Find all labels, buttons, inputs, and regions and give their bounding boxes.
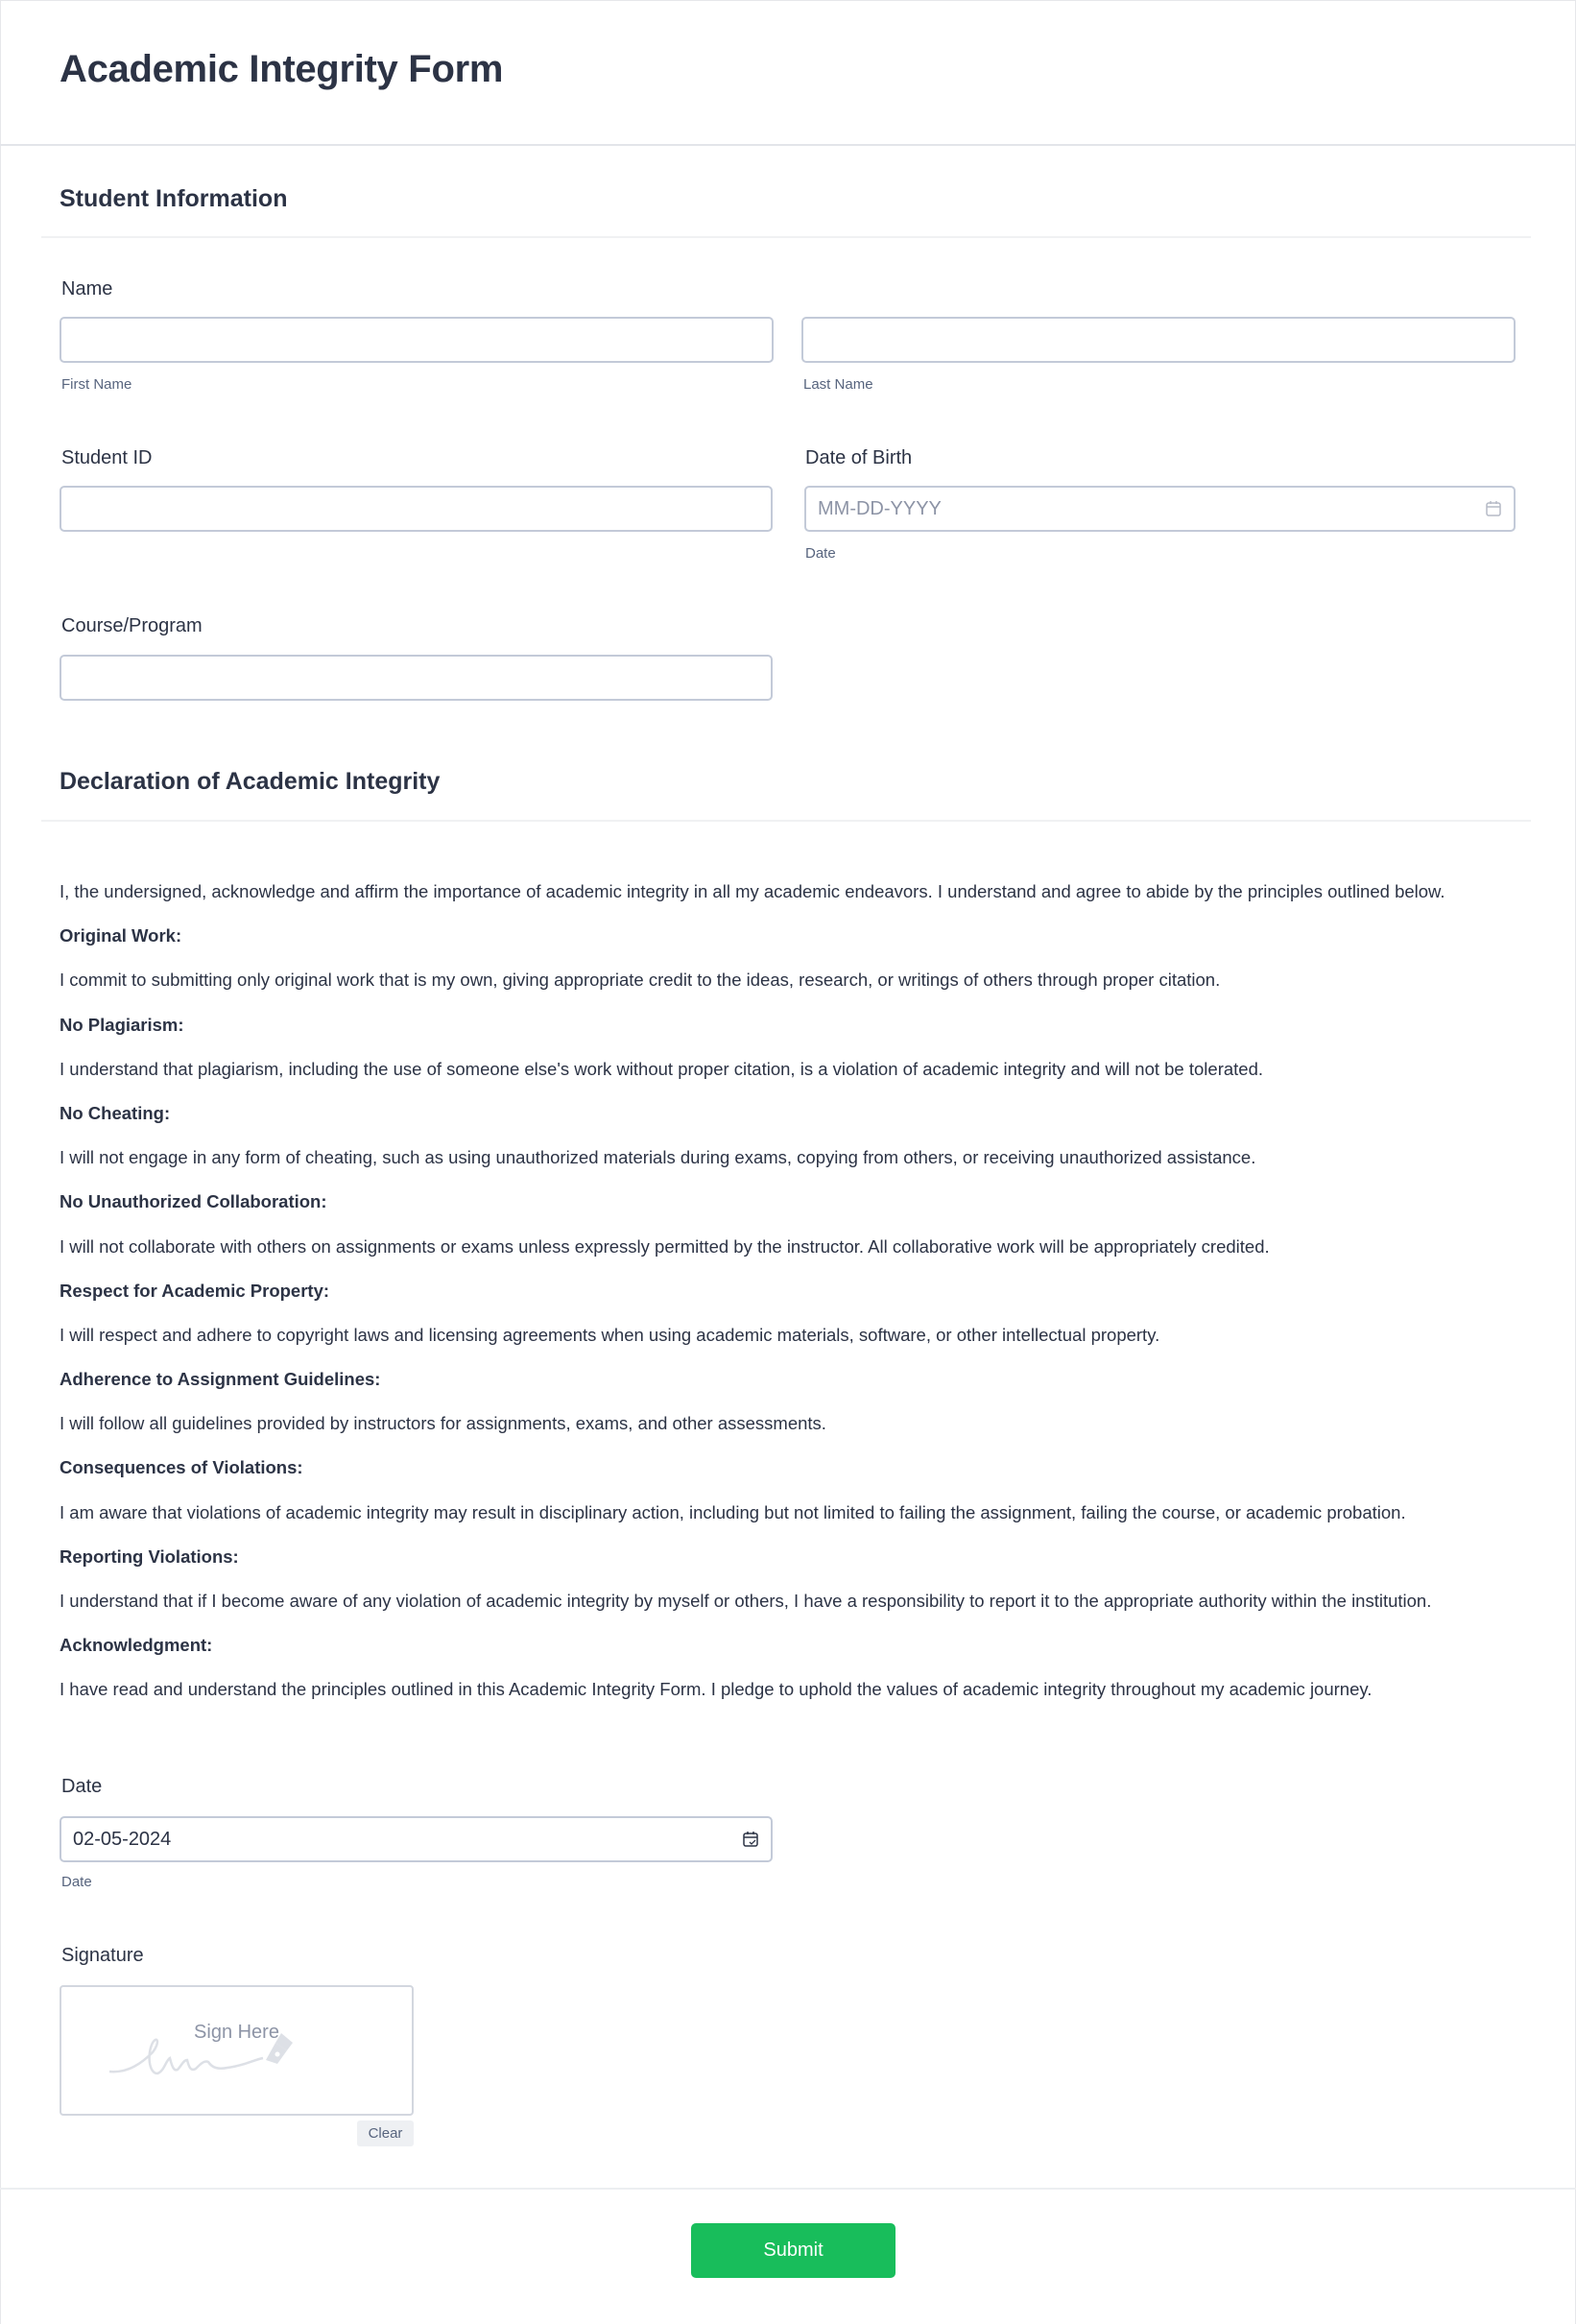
date-value: 02-05-2024 xyxy=(73,1828,172,1850)
course-label: Course/Program xyxy=(61,615,203,636)
signature-placeholder: Sign Here xyxy=(194,2022,279,2043)
item-title: Consequences of Violations: xyxy=(60,1457,303,1478)
dob-sublabel: Date xyxy=(805,545,836,562)
item-text: I am aware that violations of academic integrity may result in disciplinary action, including but not limited to failing the assignment, failing the course, or academic probation. xyxy=(60,1501,1406,1522)
item-title: Reporting Violations: xyxy=(60,1545,239,1567)
student-id-input[interactable] xyxy=(60,486,773,532)
date-sublabel: Date xyxy=(61,1874,92,1890)
item-text: I will respect and adhere to copyright laws and licensing agreements when using academic materials, software, or other intellectual property. xyxy=(60,1324,1160,1345)
dob-label: Date of Birth xyxy=(805,447,913,468)
dob-placeholder: MM-DD-YYYY xyxy=(818,497,942,519)
item-title: No Plagiarism: xyxy=(60,1014,184,1035)
last-name-sublabel: Last Name xyxy=(803,376,873,393)
item-text: I understand that if I become aware of any violation of academic integrity by myself or others, I have a responsibility to report it to the appropriate authority within the institution. xyxy=(60,1591,1432,1611)
student-id-label: Student ID xyxy=(61,447,153,468)
first-name-sublabel: First Name xyxy=(61,376,132,393)
signature-pen-icon xyxy=(105,2024,364,2081)
signature-pad[interactable] xyxy=(60,1985,414,2116)
item-text: I will follow all guidelines provided by instructors for assignments, exams, and other assessments. xyxy=(60,1413,826,1434)
course-input[interactable] xyxy=(60,655,773,701)
section-divider xyxy=(41,236,1531,238)
item-title: Respect for Academic Property: xyxy=(60,1280,330,1301)
signature-label: Signature xyxy=(61,1945,144,1966)
first-name-input[interactable] xyxy=(60,317,774,363)
item-text: I understand that plagiarism, including the use of someone else's work without proper citation, is a violation of academic integrity and will not be tolerated. xyxy=(60,1058,1263,1079)
item-title: No Unauthorized Collaboration: xyxy=(60,1191,327,1212)
item-text: I will not engage in any form of cheating, such as using unauthorized materials during exams, copying from others, or receiving unauthorized assistance. xyxy=(60,1147,1256,1168)
declaration-text xyxy=(60,870,1538,1713)
date-label: Date xyxy=(61,1776,103,1797)
form-title: Academic Integrity Form xyxy=(60,48,504,90)
item-title: Original Work: xyxy=(60,925,182,946)
declaration-intro: I, the undersigned, acknowledge and affirm the importance of academic integrity in all my academic endeavors. I understand and agree to abide by the principles outlined below. xyxy=(60,881,1445,901)
item-title: Acknowledgment: xyxy=(60,1635,213,1656)
name-label: Name xyxy=(61,278,113,299)
section-heading-declaration: Declaration of Academic Integrity xyxy=(60,768,441,795)
item-title: Adherence to Assignment Guidelines: xyxy=(60,1369,381,1390)
calendar-icon[interactable] xyxy=(1485,500,1502,517)
item-text: I have read and understand the principles outlined in this Academic Integrity Form. I pledge to uphold the values of academic integrity throughout my academic journey. xyxy=(60,1679,1373,1700)
header-divider xyxy=(0,144,1576,146)
submit-button[interactable]: Submit xyxy=(691,2223,895,2278)
last-name-input[interactable] xyxy=(801,317,1516,363)
item-text: I will not collaborate with others on assignments or exams unless expressly permitted by the instructor. All collaborative work will be appropriately credited. xyxy=(60,1235,1270,1257)
date-input[interactable] xyxy=(60,1816,773,1862)
section-heading-student-info: Student Information xyxy=(60,185,288,212)
section-divider xyxy=(41,820,1531,822)
dob-input[interactable] xyxy=(804,486,1516,532)
item-text: I commit to submitting only original work that is my own, giving appropriate credit to the ideas, research, or writings of others through proper citation. xyxy=(60,970,1221,991)
item-title: No Cheating: xyxy=(60,1102,171,1123)
calendar-icon[interactable] xyxy=(742,1831,759,1848)
clear-signature-button[interactable]: Clear xyxy=(357,2120,414,2146)
footer-divider xyxy=(0,2188,1576,2190)
